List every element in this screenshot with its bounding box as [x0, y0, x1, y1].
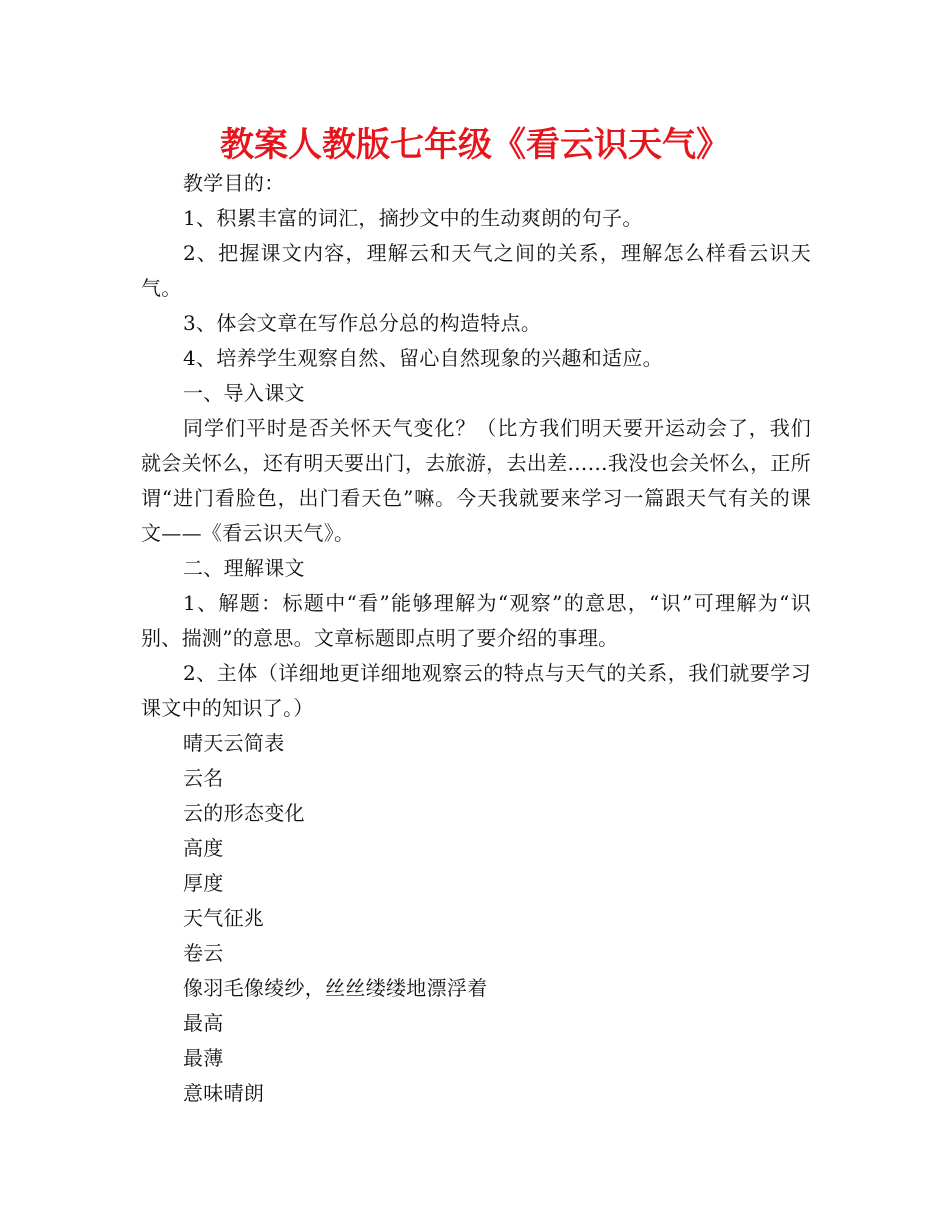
table-cell: 卷云 — [183, 941, 224, 965]
paragraph: 4、培养学生观察自然、留心自然现象的兴趣和适应。 — [183, 346, 663, 370]
section-heading: 一、导入课文 — [183, 381, 305, 405]
table-cell: 高度 — [183, 836, 224, 860]
document-title: 教案人教版七年级《看云识天气》 — [220, 125, 730, 165]
table-cell: 云名 — [183, 766, 224, 790]
paragraph: 2、把握课文内容，理解云和天气之间的关系，理解怎么样看云识天气。 — [141, 241, 811, 300]
table-cell: 最薄 — [183, 1046, 224, 1070]
paragraph: 1、解题：标题中“看”能够理解为“观察”的意思，“识”可理解为“识别、揣测”的意思。文章标题即点明了要介绍的事理。 — [141, 591, 811, 650]
table-caption: 晴天云简表 — [183, 731, 285, 755]
table-cell: 意味晴朗 — [183, 1081, 265, 1105]
table-cell: 云的形态变化 — [183, 801, 305, 825]
table-cell: 最高 — [183, 1011, 224, 1035]
paragraph: 2、主体（详细地更详细地观察云的特点与天气的关系，我们就要学习课文中的知识了。） — [141, 661, 811, 720]
table-cell: 天气征兆 — [183, 906, 265, 930]
table-cell: 像羽毛像绫纱，丝丝缕缕地漂浮着 — [183, 976, 488, 1000]
document-body — [141, 166, 811, 1111]
section-heading: 二、理解课文 — [183, 556, 305, 580]
paragraph: 同学们平时是否关怀天气变化？（比方我们明天要开运动会了，我们就会关怀么，还有明天要出门，去旅游，去出差……我没也会关怀么，正所谓“进门看脸色，出门看天色”嘛。今天我就要来学习一篇跟天气有关的课文——《看云识天气》。 — [141, 416, 811, 545]
table-cell: 厚度 — [183, 871, 224, 895]
paragraph: 3、体会文章在写作总分总的构造特点。 — [183, 311, 542, 335]
paragraph: 教学目的： — [183, 171, 285, 195]
paragraph: 1、积累丰富的词汇，摘抄文中的生动爽朗的句子。 — [183, 206, 643, 230]
